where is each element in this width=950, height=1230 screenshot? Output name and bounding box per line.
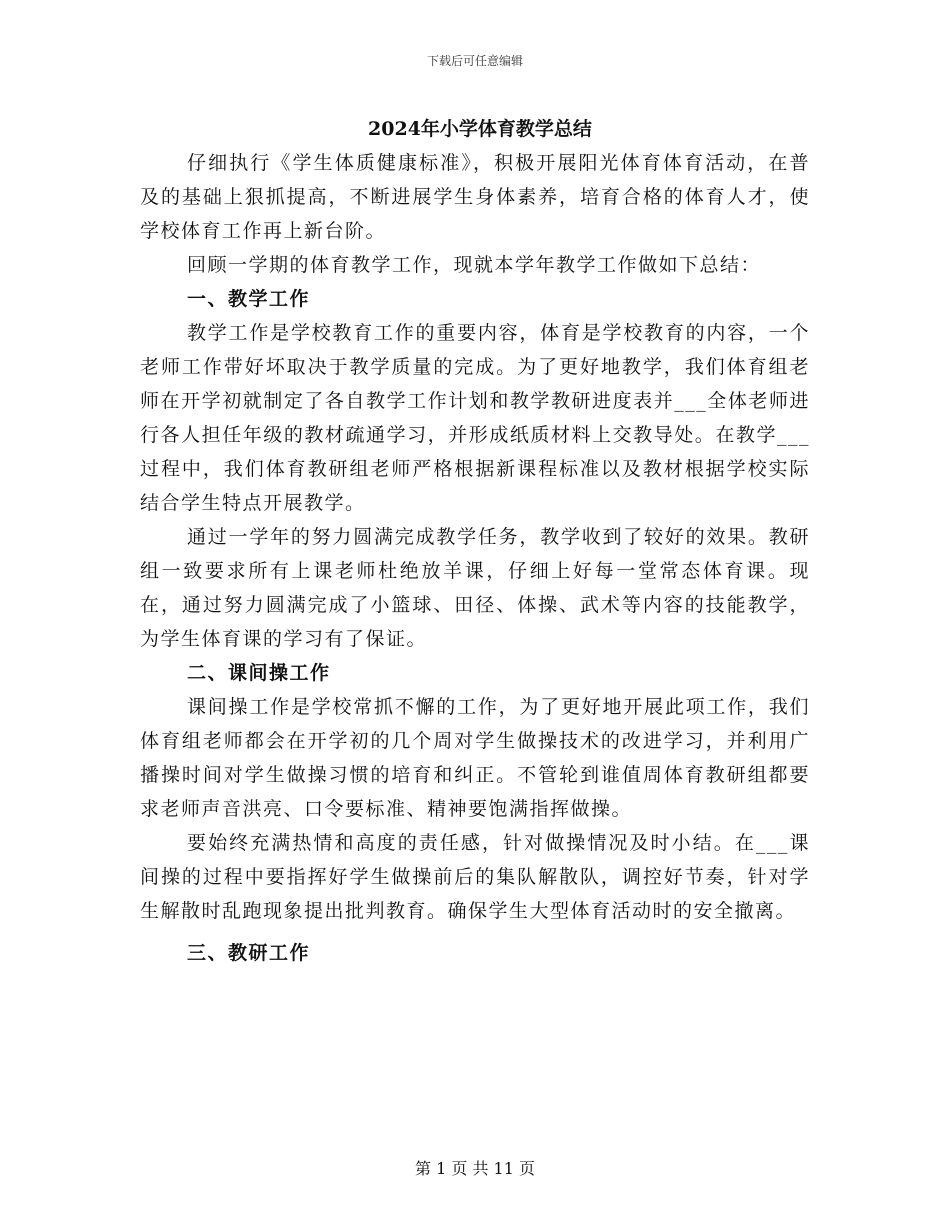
intro-paragraph-1: 仔细执行《学生体质健康标准》，积极开展阳光体育体育活动，在普及的基础上狠抓提高，不断进展学生身体素养，培育合格的体育人才，使学校体育工作再上新台阶。	[140, 152, 810, 242]
section-1-paragraph-1: 教学工作是学校教育工作的重要内容，体育是学校教育的内容，一个老师工作带好坏取决于教学质量的完成。为了更好地教学，我们体育组老师在开学初就制定了各自教学工作计划和教学教研进度表并___全体老师进行各人担任年级的教材疏通学习，并形成纸质材料上交教导处。在教学___过程中，我们体育教研组老师严格根据新课程标准以及教材根据学校实际结合学生特点开展教学。	[140, 322, 810, 514]
page-number-footer: 第 1 页 共 11 页	[415, 1159, 535, 1178]
section-2-heading: 二、课间操工作	[187, 662, 331, 684]
section-2-paragraph-2: 要始终充满热情和高度的责任感，针对做操情况及时小结。在___课间操的过程中要指挥好学生做操前后的集队解散队，调控好节奏，针对学生解散时乱跑现象提出批判教育。确保学生大型体育活动时的安全撤离。	[140, 832, 810, 922]
page-header-note: 下载后可任意编辑	[426, 54, 523, 68]
section-1-heading: 一、教学工作	[187, 288, 311, 310]
document-title: 2024年小学体育教学总结	[368, 118, 592, 140]
section-1-paragraph-2: 通过一学年的努力圆满完成教学任务，教学收到了较好的效果。教研组一致要求所有上课老师杜绝放羊课，仔细上好每一堂常态体育课。现在，通过努力圆满完成了小篮球、田径、体操、武术等内容的技能教学，为学生体育课的学习有了保证。	[140, 526, 810, 650]
section-2-paragraph-1: 课间操工作是学校常抓不懈的工作，为了更好地开展此项工作，我们体育组老师都会在开学初的几个周对学生做操技术的改进学习，并利用广播操时间对学生做操习惯的培育和纠正。不管轮到谁值周体育教研组都要求老师声音洪亮、口令要标准、精神要饱满指挥做操。	[140, 696, 810, 820]
section-3-heading: 三、教研工作	[187, 942, 311, 964]
intro-paragraph-2: 回顾一学期的体育教学工作，现就本学年教学工作做如下总结：	[187, 254, 762, 276]
document-body	[140, 112, 810, 970]
